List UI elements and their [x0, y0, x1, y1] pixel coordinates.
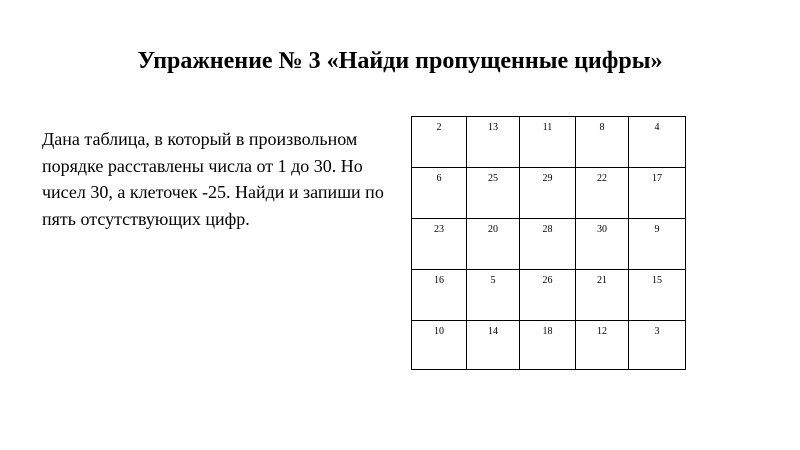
grid-row [412, 219, 686, 270]
grid-cell: 28 [520, 219, 576, 270]
grid-cell: 15 [629, 270, 686, 321]
grid-cell: 6 [412, 168, 467, 219]
grid-row [412, 270, 686, 321]
grid-cell: 16 [412, 270, 467, 321]
grid-row [412, 117, 686, 168]
grid-cell: 20 [467, 219, 520, 270]
grid-cell: 17 [629, 168, 686, 219]
grid-cell: 30 [576, 219, 629, 270]
grid-cell: 5 [467, 270, 520, 321]
grid-cell: 12 [576, 321, 629, 370]
grid-row [412, 168, 686, 219]
grid-row [412, 321, 686, 370]
grid-cell: 3 [629, 321, 686, 370]
grid-cell: 18 [520, 321, 576, 370]
grid-cell: 25 [467, 168, 520, 219]
grid-cell: 23 [412, 219, 467, 270]
number-grid [411, 116, 686, 370]
grid-cell: 14 [467, 321, 520, 370]
grid-cell: 13 [467, 117, 520, 168]
grid-cell: 8 [576, 117, 629, 168]
grid-cell: 10 [412, 321, 467, 370]
grid-cell: 2 [412, 117, 467, 168]
grid-cell: 9 [629, 219, 686, 270]
grid-cell: 22 [576, 168, 629, 219]
grid-cell: 21 [576, 270, 629, 321]
grid-cell: 11 [520, 117, 576, 168]
grid-cell: 26 [520, 270, 576, 321]
grid-cell: 29 [520, 168, 576, 219]
instruction-text: Дана таблица, в который в произвольном порядке расставлены числа от 1 до 30. Но чисел 30, а клеточек -25. Найди и запиши по пять отсутствующих цифр. [42, 129, 384, 229]
slide-title: Упражнение № 3 «Найди пропущенные цифры» [137, 48, 663, 74]
grid-cell: 4 [629, 117, 686, 168]
